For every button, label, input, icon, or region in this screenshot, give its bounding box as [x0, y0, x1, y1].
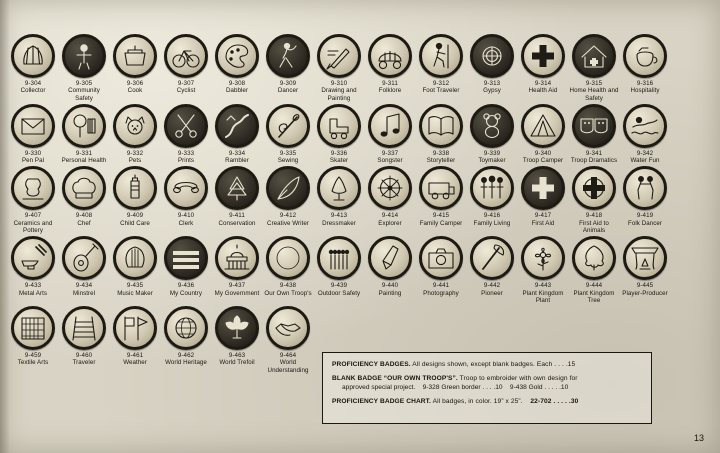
- axe-icon: [470, 236, 514, 280]
- badge-label: Water Fun: [630, 157, 660, 165]
- badge-label: Child Care: [120, 219, 150, 227]
- badge-label: My Government: [214, 289, 260, 297]
- note-line-2-cont-text: approved special project.: [342, 384, 416, 392]
- badge-label: Photography: [423, 289, 459, 297]
- teddy-bear-icon: [470, 104, 514, 148]
- badge-number: 9-439: [330, 282, 348, 290]
- badge-label: Painting: [378, 289, 402, 297]
- dancer-icon: [266, 34, 310, 78]
- tree-icon: [572, 236, 616, 280]
- badge-item[interactable]: [620, 236, 670, 297]
- hammer-anvil-icon: [11, 236, 55, 280]
- badge-item[interactable]: [59, 166, 109, 227]
- badge-number: 9-462: [177, 352, 195, 360]
- badge-number: 9-461: [126, 352, 144, 360]
- badge-number: 9-460: [75, 352, 93, 360]
- badge-number: 9-341: [585, 149, 603, 157]
- animal-cross-icon: [572, 166, 616, 210]
- badge-number: 9-437: [228, 282, 246, 290]
- trail-icon: [215, 104, 259, 148]
- badge-item[interactable]: [59, 236, 109, 297]
- badge-number: 9-414: [381, 212, 399, 220]
- badge-label: Skater: [329, 157, 349, 165]
- shells-icon: [11, 34, 55, 78]
- badge-item[interactable]: [314, 236, 364, 297]
- badge-label: Outdoor Safety: [317, 289, 361, 297]
- badge-number: 9-418: [585, 212, 603, 220]
- badge-item[interactable]: [110, 104, 160, 165]
- note-line-1-label: PROFICIENCY BADGES.: [332, 361, 411, 368]
- badge-label: World Trefoil: [219, 359, 255, 367]
- badge-item[interactable]: [110, 34, 160, 95]
- badge-item[interactable]: [569, 236, 619, 304]
- badge-label: Plant Kingdom Tree: [573, 289, 615, 304]
- badge-label: Home Health and Safety: [569, 87, 619, 102]
- badge-label: Community Safety: [68, 87, 100, 102]
- badge-item[interactable]: [263, 166, 313, 227]
- badge-label: Dressmaker: [322, 219, 356, 227]
- badge-label: Textile Arts: [17, 359, 49, 367]
- note-line-1-text: All designs shown, except blank badges.: [412, 361, 535, 368]
- brush-icon: [317, 34, 361, 78]
- badge-number: 9-304: [24, 80, 42, 87]
- badge-item[interactable]: [569, 34, 619, 102]
- badge-number: 9-310: [330, 80, 348, 87]
- needle-thread-icon: [266, 104, 310, 148]
- badge-item[interactable]: [416, 166, 466, 227]
- badge-label: First Aid: [531, 219, 555, 227]
- note-item-b-price: .10: [559, 384, 569, 392]
- pricing-note-box: [322, 352, 652, 424]
- badge-item[interactable]: [518, 34, 568, 95]
- badge-item[interactable]: [314, 104, 364, 165]
- badge-item[interactable]: [365, 104, 415, 165]
- badge-label: Folklore: [378, 87, 402, 95]
- badge-number: 9-337: [381, 149, 399, 157]
- note-line-2-label: BLANK BADGE “OUR OWN TROOP'S”.: [332, 374, 458, 382]
- flag-stripes-icon: [164, 236, 208, 280]
- badge-item[interactable]: [8, 34, 58, 95]
- badge-label: Collector: [20, 87, 46, 95]
- badge-item[interactable]: [8, 306, 58, 367]
- capitol-dome-icon: [215, 236, 259, 280]
- badge-label: Hospitality: [630, 87, 660, 95]
- badge-item[interactable]: [8, 104, 58, 165]
- dress-form-icon: [317, 166, 361, 210]
- badge-number: 9-307: [177, 80, 195, 87]
- badge-item[interactable]: [620, 104, 670, 165]
- swimmer-icon: [623, 104, 667, 148]
- open-book-icon: [419, 104, 463, 148]
- badge-label: Family Camper: [419, 219, 463, 227]
- note-line-3: [332, 397, 642, 407]
- badge-number: 9-336: [330, 149, 348, 157]
- badge-item[interactable]: [212, 236, 262, 297]
- badge-number: 9-407: [24, 212, 42, 220]
- badge-label: Troop Camper: [522, 157, 564, 165]
- badge-label: Foot Traveler: [422, 87, 460, 95]
- badge-label: Traveler: [72, 359, 96, 367]
- flower-icon: [521, 236, 565, 280]
- badge-label: Personal Health: [61, 157, 107, 165]
- note-item-a-code: 9-328: [422, 384, 440, 392]
- badge-number: 9-441: [432, 282, 450, 290]
- badge-item[interactable]: [263, 306, 313, 374]
- badge-item[interactable]: [467, 34, 517, 95]
- badge-label: Pen Pal: [21, 157, 45, 165]
- scissors-icon: [164, 104, 208, 148]
- badge-number: 9-412: [279, 212, 297, 220]
- camera-icon: [419, 236, 463, 280]
- badge-item[interactable]: [161, 306, 211, 367]
- badge-label: Creative Writer: [267, 219, 309, 227]
- badge-item[interactable]: [110, 236, 160, 297]
- matches-icon: [317, 236, 361, 280]
- badge-label: Weather: [123, 359, 147, 367]
- badge-label: Conservation: [218, 219, 256, 227]
- badge-item[interactable]: [59, 306, 109, 367]
- badge-item[interactable]: [569, 166, 619, 234]
- badge-number: 9-434: [75, 282, 93, 290]
- roller-skate-icon: [317, 104, 361, 148]
- badge-number: 9-314: [534, 80, 552, 87]
- music-note-icon: [368, 104, 412, 148]
- family-group-icon: [470, 166, 514, 210]
- badge-label: Toymaker: [478, 157, 506, 165]
- badge-label: Plant Kingdom Plant: [522, 289, 564, 304]
- badge-label: Folk Dancer: [628, 219, 662, 227]
- loom-icon: [11, 306, 55, 350]
- badge-label: Pets: [128, 157, 142, 165]
- badge-number: 9-444: [585, 282, 603, 290]
- badge-number: 9-445: [636, 282, 654, 290]
- badge-item[interactable]: [365, 34, 415, 95]
- badge-label: Metal Arts: [18, 289, 47, 297]
- cat-dog-icon: [113, 104, 157, 148]
- badge-item[interactable]: [59, 34, 109, 102]
- badge-item[interactable]: [518, 104, 568, 165]
- folk-dancer-icon: [623, 166, 667, 210]
- tree-water-icon: [215, 166, 259, 210]
- page-number: 13: [693, 433, 704, 443]
- badge-number: 9-416: [483, 212, 501, 220]
- badge-label: Songster: [377, 157, 403, 165]
- badge-item[interactable]: [263, 104, 313, 165]
- pot-icon: [113, 34, 157, 78]
- hiker-icon: [419, 34, 463, 78]
- camp-trailer-icon: [419, 166, 463, 210]
- badge-label: Storyteller: [426, 157, 456, 165]
- badge-number: 9-330: [24, 149, 42, 157]
- badge-number: 9-334: [228, 149, 246, 157]
- badge-item[interactable]: [365, 166, 415, 227]
- badge-label: Dabbler: [225, 87, 249, 95]
- note-line-1: [332, 360, 642, 370]
- badge-number: 9-313: [483, 80, 501, 87]
- masks-icon: [572, 104, 616, 148]
- badge-item[interactable]: [620, 34, 670, 95]
- tambourine-icon: [470, 34, 514, 78]
- badge-label: Chef: [77, 219, 91, 227]
- badge-number: 9-443: [534, 282, 552, 290]
- house-cross-icon: [572, 34, 616, 78]
- badge-label: World Understanding: [267, 359, 309, 374]
- note-line-3-code: 22-702 . . . .: [530, 397, 567, 405]
- badge-row: [8, 104, 712, 165]
- badge-label: Our Own Troop's: [264, 289, 312, 297]
- badge-number: 9-331: [75, 149, 93, 157]
- badge-label: Sewing: [277, 157, 299, 165]
- badge-number: 9-440: [381, 282, 399, 290]
- note-line-2-text: Troop to embroider with own design for: [459, 374, 578, 382]
- badge-label: Prints: [177, 157, 195, 165]
- badge-number: 9-417: [534, 212, 552, 220]
- badge-label: Rambler: [225, 157, 249, 165]
- badge-row: [8, 166, 712, 234]
- teapot-icon: [623, 34, 667, 78]
- badge-item[interactable]: [314, 166, 364, 227]
- badge-item[interactable]: [161, 34, 211, 95]
- badge-number: 9-419: [636, 212, 654, 220]
- badge-label: Health Aid: [528, 87, 558, 95]
- paint-palette-icon: [215, 34, 259, 78]
- badge-number: 9-415: [432, 212, 450, 220]
- guitar-icon: [62, 236, 106, 280]
- badge-number: 9-442: [483, 282, 501, 290]
- badge-number: 9-316: [636, 80, 654, 87]
- badge-number: 9-433: [24, 282, 42, 290]
- badge-row: [8, 236, 712, 304]
- badge-item[interactable]: [620, 166, 670, 227]
- handshake-icon: [266, 306, 310, 350]
- badge-item[interactable]: [263, 236, 313, 297]
- badge-item[interactable]: [467, 166, 517, 227]
- note-item-b-code: 9-438: [509, 384, 527, 392]
- bicycle-icon: [164, 34, 208, 78]
- badge-label: Troop Dramatics: [570, 157, 618, 165]
- covered-wagon-icon: [368, 34, 412, 78]
- badge-number: 9-338: [432, 149, 450, 157]
- chef-hat-icon: [62, 166, 106, 210]
- badge-number: 9-342: [636, 149, 654, 157]
- badge-item[interactable]: [212, 306, 262, 367]
- lyre-icon: [113, 236, 157, 280]
- badge-item[interactable]: [416, 236, 466, 297]
- badge-number: 9-312: [432, 80, 450, 87]
- badge-number: 9-309: [279, 80, 297, 87]
- badge-item[interactable]: [263, 34, 313, 95]
- badge-item[interactable]: [212, 166, 262, 227]
- badge-item[interactable]: [59, 104, 109, 165]
- tent-icon: [521, 104, 565, 148]
- mirror-comb-icon: [62, 104, 106, 148]
- note-line-1-price: Each . . . .15: [536, 361, 576, 368]
- badge-label: Pioneer: [481, 289, 503, 297]
- badge-label: My Country: [169, 289, 203, 297]
- badge-number: 9-411: [229, 212, 245, 220]
- badge-label: Minstrel: [72, 289, 96, 297]
- badge-item[interactable]: [8, 166, 58, 234]
- badge-item[interactable]: [8, 236, 58, 297]
- badge-number: 9-311: [382, 80, 398, 87]
- badge-number: 9-335: [279, 149, 297, 157]
- badge-item[interactable]: [314, 34, 364, 102]
- note-item-a-price: .10: [493, 384, 503, 392]
- note-line-2: [332, 374, 642, 384]
- badge-number: 9-464: [279, 352, 297, 360]
- badge-label: Ceramics and Pottery: [13, 219, 53, 235]
- pottery-wheel-icon: [11, 166, 55, 210]
- badge-number: 9-315: [585, 80, 603, 87]
- badge-number: 9-332: [126, 149, 144, 157]
- telephone-icon: [164, 166, 208, 210]
- badge-label: Music Maker: [117, 289, 153, 297]
- badge-number: 9-435: [126, 282, 144, 290]
- badge-number: 9-409: [126, 212, 144, 220]
- badge-label: Player-Producer: [622, 289, 668, 297]
- note-line-3-text: All badges, in color. 19” x 25”.: [432, 397, 523, 405]
- badge-number: 9-463: [228, 352, 246, 360]
- badge-label: Clerk: [178, 219, 194, 227]
- badge-item[interactable]: [161, 236, 211, 297]
- badge-number: 9-333: [177, 149, 195, 157]
- paintbrush-icon: [368, 236, 412, 280]
- badge-number: 9-306: [126, 80, 144, 87]
- badge-number: 9-436: [177, 282, 195, 290]
- badge-item[interactable]: [518, 166, 568, 227]
- badge-label: Family Living: [473, 219, 511, 227]
- baby-bottle-icon: [113, 166, 157, 210]
- badge-item[interactable]: [110, 306, 160, 367]
- medical-cross-icon: [521, 34, 565, 78]
- badge-item[interactable]: [467, 236, 517, 297]
- note-line-2-continued: [332, 383, 642, 393]
- badge-item[interactable]: [416, 34, 466, 95]
- envelope-icon: [11, 104, 55, 148]
- note-item-b-name: Gold . . . .: [528, 384, 558, 392]
- badge-label: Explorer: [378, 219, 402, 227]
- badge-grid: [8, 34, 712, 376]
- note-line-3-label: PROFICIENCY BADGE CHART.: [332, 397, 431, 405]
- badge-label: First Aid to Animals: [579, 219, 609, 235]
- badge-number: 9-459: [24, 352, 42, 360]
- badge-item[interactable]: [365, 236, 415, 297]
- badge-label: World Heritage: [165, 359, 207, 367]
- badge-label: Gypsy: [483, 87, 501, 95]
- badge-item[interactable]: [212, 104, 262, 165]
- weather-flags-icon: [113, 306, 157, 350]
- badge-number: 9-438: [279, 282, 297, 290]
- badge-number: 9-308: [228, 80, 246, 87]
- badge-row: [8, 34, 712, 102]
- blank-badge-icon: [266, 236, 310, 280]
- compass-icon: [368, 166, 412, 210]
- badge-number: 9-339: [483, 149, 501, 157]
- badge-item[interactable]: [161, 104, 211, 165]
- badge-number: 9-410: [177, 212, 195, 220]
- badge-number: 9-413: [330, 212, 348, 220]
- badge-number: 9-340: [534, 149, 552, 157]
- quill-pen-icon: [266, 166, 310, 210]
- badge-item[interactable]: [518, 236, 568, 304]
- badge-label: Cyclist: [176, 87, 196, 95]
- badge-item[interactable]: [569, 104, 619, 165]
- badge-item[interactable]: [161, 166, 211, 227]
- crossing-guard-icon: [62, 34, 106, 78]
- badge-item[interactable]: [110, 166, 160, 227]
- badge-label: Drawing and Painting: [321, 87, 357, 102]
- stage-icon: [623, 236, 667, 280]
- first-aid-cross-icon: [521, 166, 565, 210]
- trefoil-icon: [215, 306, 259, 350]
- badge-number: 9-305: [75, 80, 93, 87]
- badge-label: Dancer: [277, 87, 299, 95]
- badge-item[interactable]: [467, 104, 517, 165]
- note-item-a-name: Green border . . .: [441, 384, 492, 392]
- note-line-3-price: .30: [568, 397, 579, 405]
- badge-item[interactable]: [212, 34, 262, 95]
- badge-label: Cook: [127, 87, 143, 95]
- railroad-icon: [62, 306, 106, 350]
- globe-icon: [164, 306, 208, 350]
- badge-number: 9-408: [75, 212, 93, 220]
- badge-item[interactable]: [416, 104, 466, 165]
